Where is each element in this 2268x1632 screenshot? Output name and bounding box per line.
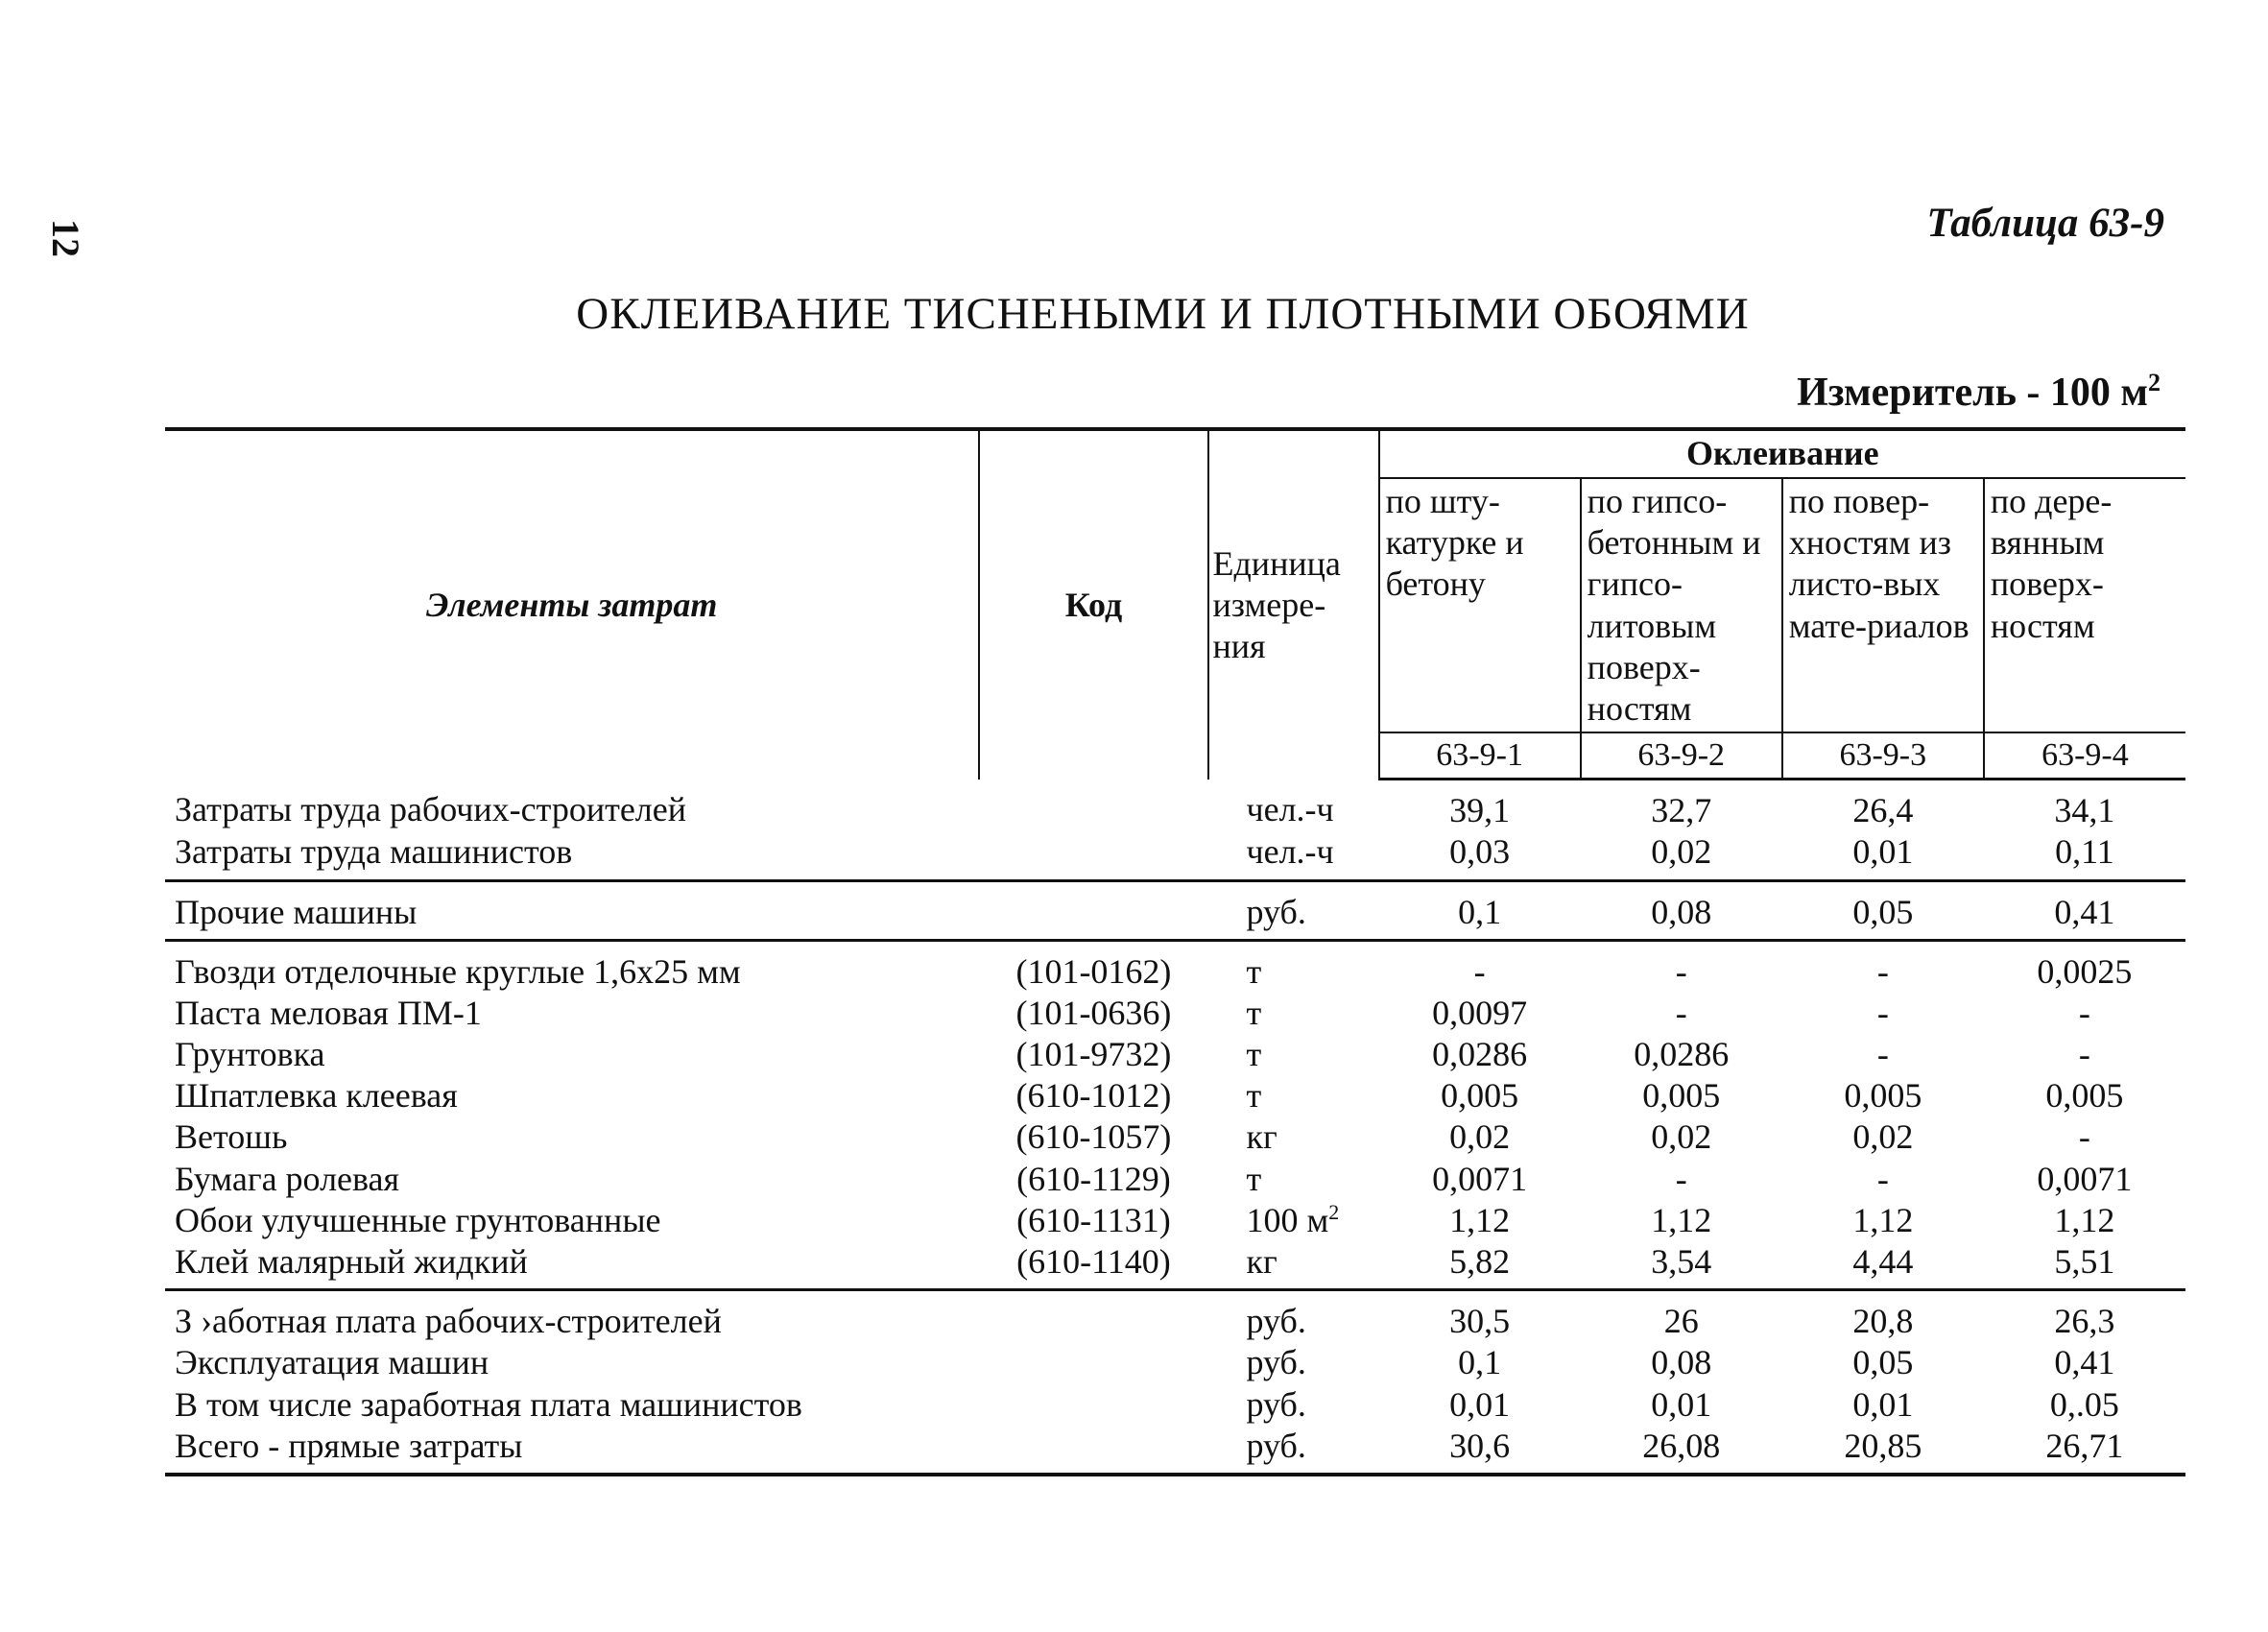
cell-unit — [1208, 1290, 1379, 1343]
cell-cost-element: Всего - прямые затраты — [175, 1426, 523, 1465]
cell-unit — [1208, 1159, 1379, 1200]
header-column-code-4: 63-9-4 — [1984, 732, 2185, 780]
cell-value-1: 0,03 — [1449, 832, 1511, 872]
cell-value-3: 26,4 — [1852, 791, 1914, 830]
cell-value-1: 0,1 — [1458, 1343, 1502, 1382]
page-title: ОКЛЕИВАНИЕ ТИСНЕНЫМИ И ПЛОТНЫМИ ОБОЯМИ — [576, 289, 1750, 339]
cell-unit — [1208, 1116, 1379, 1158]
table-row — [165, 880, 2185, 940]
measure-label: Измеритель - 100 м — [1797, 371, 2148, 415]
cell-cost-element: Затраты труда машинистов — [175, 832, 573, 872]
cell-unit-superscript: 2 — [1328, 1199, 1340, 1224]
cell-cost-element: Грунтовка — [175, 1035, 325, 1074]
cell-value-1: 0,0097 — [1432, 993, 1528, 1032]
cell-value-3: 0,05 — [1782, 880, 1984, 940]
cell-unit-text: руб. — [1246, 892, 1306, 931]
cell-unit — [1208, 1034, 1379, 1075]
cell-value-3: - — [1782, 940, 1984, 993]
table-row — [165, 1159, 2185, 1200]
cell-value-1: 5,82 — [1449, 1242, 1511, 1281]
header-column-code-1: 63-9-1 — [1379, 732, 1581, 780]
cell-value-2: 0,08 — [1651, 1343, 1712, 1382]
table-row — [165, 1075, 2185, 1116]
table-row — [165, 1342, 2185, 1383]
cell-value-3: - — [1876, 1035, 1889, 1074]
table-row — [165, 831, 2185, 880]
cell-value-4: 0,0025 — [1984, 940, 2185, 993]
cell-value-1: 39,1 — [1449, 791, 1511, 830]
cell-unit — [1208, 880, 1379, 940]
cell-code: (610-1057) — [1015, 1117, 1172, 1157]
cell-code: (610-1129) — [1016, 1159, 1171, 1198]
cell-value-3: - — [1876, 993, 1889, 1032]
cell-unit — [1208, 993, 1379, 1034]
cell-value-4: 26,71 — [2045, 1426, 2124, 1465]
cell-unit-text: руб. — [1246, 1302, 1306, 1341]
header-group-gluing: Оклеивание — [1379, 429, 2185, 478]
cell-value-3: 0,005 — [1844, 1076, 1922, 1116]
cell-value-4: 0,0071 — [2037, 1159, 2133, 1198]
cell-code — [979, 1384, 1207, 1426]
cell-value-1: 0,0286 — [1432, 1035, 1528, 1074]
cell-unit-text: т — [1246, 951, 1262, 991]
measure-unit — [1797, 369, 2161, 416]
cell-value-1: 30,5 — [1379, 1290, 1581, 1343]
table-row — [165, 1426, 2185, 1475]
cell-code — [979, 1342, 1207, 1383]
cell-code — [979, 1426, 1207, 1475]
cell-value-1: 30,6 — [1449, 1426, 1511, 1465]
cell-value-2: 32,7 — [1651, 791, 1712, 830]
cell-code: (101-9732) — [1015, 1035, 1172, 1074]
cell-value-2: 0,02 — [1651, 1117, 1712, 1157]
table-row — [165, 1290, 2185, 1343]
cell-unit-text: т — [1246, 1159, 1262, 1198]
cell-cost-element: Эксплуатация машин — [175, 1343, 489, 1382]
cell-unit-text: т — [1246, 1076, 1262, 1116]
cell-value-4: 26,3 — [1984, 1290, 2185, 1343]
cost-table-container — [165, 427, 2185, 1476]
cell-value-1: - — [1379, 940, 1581, 993]
cell-value-4: 0,.05 — [2049, 1384, 2119, 1424]
cell-code — [979, 780, 1207, 832]
cell-value-4: 0,11 — [2055, 832, 2114, 872]
cell-value-4: - — [2078, 1035, 2090, 1074]
cell-value-4: 34,1 — [2054, 791, 2115, 830]
cell-value-1: 0,005 — [1441, 1076, 1519, 1116]
cell-value-2: - — [1581, 940, 1782, 993]
cell-value-3: 4,44 — [1852, 1242, 1914, 1281]
cell-cost-element: Бумага ролевая — [175, 1159, 400, 1198]
cell-unit — [1208, 780, 1379, 832]
cell-unit-text: чел.-ч — [1246, 832, 1334, 872]
header-column-3: по повер-хностям из листо-вых мате-риалов — [1782, 478, 1984, 732]
cell-value-4: 0,005 — [2045, 1076, 2124, 1116]
table-row — [165, 780, 2185, 832]
cell-value-3: 0,05 — [1852, 1343, 1914, 1382]
header-code: Код — [979, 429, 1207, 780]
header-column-1: по шту-катурке и бетону — [1379, 478, 1581, 732]
cell-value-2: - — [1675, 1159, 1687, 1198]
cell-cost-element: Затраты труда рабочих-строителей — [175, 790, 687, 829]
cell-value-2: 0,08 — [1581, 880, 1782, 940]
cell-code — [979, 831, 1207, 880]
cell-value-3: 0,02 — [1852, 1117, 1914, 1157]
cell-code: (101-0162) — [979, 940, 1207, 993]
cell-value-2: 0,01 — [1651, 1384, 1712, 1424]
cell-cost-element: Паста меловая ПМ-1 — [175, 993, 482, 1032]
cell-unit-text: 100 м — [1246, 1200, 1329, 1239]
cell-cost-element: Прочие машины — [165, 880, 979, 940]
cell-value-4: 0,41 — [1984, 880, 2185, 940]
cell-value-3: 1,12 — [1852, 1200, 1914, 1239]
cell-unit-text: руб. — [1246, 1384, 1306, 1424]
cell-cost-element: Клей малярный жидкий — [175, 1242, 528, 1281]
table-row — [165, 1241, 2185, 1290]
cell-unit-text: руб. — [1246, 1343, 1306, 1382]
cell-value-1: 0,02 — [1449, 1117, 1511, 1157]
cell-unit — [1208, 1241, 1379, 1290]
cell-value-2: 26 — [1581, 1290, 1782, 1343]
table-row — [165, 1116, 2185, 1158]
measure-superscript: 2 — [2148, 369, 2161, 396]
cell-cost-element: Гвозди отделочные круглые 1,6х25 мм — [165, 940, 979, 993]
table-row — [165, 993, 2185, 1034]
cell-value-3: 20,85 — [1844, 1426, 1922, 1465]
table-row — [165, 1200, 2185, 1241]
cell-value-4: 5,51 — [2054, 1242, 2115, 1281]
cell-unit-text: руб. — [1246, 1426, 1306, 1465]
header-cost-elements: Элементы затрат — [165, 429, 979, 780]
table-header — [165, 429, 2185, 780]
table-row — [165, 940, 2185, 993]
table-row — [165, 1034, 2185, 1075]
cell-code — [979, 1290, 1207, 1343]
cell-code: (610-1131) — [1016, 1200, 1171, 1239]
cell-value-4: - — [2078, 993, 2090, 1032]
cell-cost-element: З ›аботная плата рабочих-строителей — [165, 1290, 979, 1343]
cell-unit — [1208, 1342, 1379, 1383]
cell-cost-element: В том числе заработная плата машинистов — [175, 1384, 802, 1424]
cell-cost-element: Ветошь — [175, 1117, 288, 1157]
header-column-2: по гипсо-бетонным и гипсо-литовым поверх-ностям — [1581, 478, 1782, 732]
cell-value-3: 20,8 — [1782, 1290, 1984, 1343]
cell-value-4: - — [2078, 1117, 2090, 1157]
cell-code: (101-0636) — [1015, 993, 1172, 1032]
page-number: 12 — [44, 219, 87, 257]
cell-code: (610-1012) — [1015, 1076, 1172, 1116]
cell-unit-text: кг — [1246, 1242, 1277, 1281]
cell-value-4: 0,41 — [2054, 1343, 2115, 1382]
cell-unit — [1208, 940, 1379, 993]
cell-value-2: 1,12 — [1651, 1200, 1712, 1239]
cell-unit — [1208, 831, 1379, 880]
cell-cost-element: Шпатлевка клеевая — [175, 1076, 458, 1116]
cell-value-2: 0,0286 — [1634, 1035, 1730, 1074]
cell-unit-text: чел.-ч — [1246, 790, 1334, 829]
cell-value-3: - — [1876, 1159, 1889, 1198]
cell-value-1: 0,0071 — [1432, 1159, 1528, 1198]
cell-cost-element: Обои улучшенные грунтованные — [175, 1200, 661, 1239]
cell-value-2: 26,08 — [1642, 1426, 1721, 1465]
cell-unit — [1208, 1384, 1379, 1426]
table-label: Таблица 63-9 — [1926, 201, 2164, 246]
header-unit: Единица измере-ния — [1208, 429, 1379, 780]
cell-value-2: - — [1675, 993, 1687, 1032]
cell-value-3: 0,01 — [1852, 832, 1914, 872]
cell-value-3: 0,01 — [1852, 1384, 1914, 1424]
cell-value-2: 0,02 — [1651, 832, 1712, 872]
cell-value-2: 3,54 — [1651, 1242, 1712, 1281]
header-column-code-2: 63-9-2 — [1581, 732, 1782, 780]
cell-value-1: 1,12 — [1449, 1200, 1511, 1239]
cell-unit-text: т — [1246, 993, 1262, 1032]
cell-code — [979, 880, 1207, 940]
cell-unit — [1208, 1075, 1379, 1116]
cell-value-4: 1,12 — [2054, 1200, 2115, 1239]
cell-unit-text: т — [1246, 1035, 1262, 1074]
cell-value-1: 0,1 — [1379, 880, 1581, 940]
cell-code: (610-1140) — [1016, 1242, 1171, 1281]
header-column-code-3: 63-9-3 — [1782, 732, 1984, 780]
cost-table — [165, 427, 2185, 1476]
cell-value-1: 0,01 — [1449, 1384, 1511, 1424]
table-row — [165, 1384, 2185, 1426]
cell-unit — [1208, 1200, 1379, 1241]
table-body — [165, 780, 2185, 1475]
header-column-4: по дере-вянным поверх-ностям — [1990, 482, 2113, 645]
cell-unit-text: кг — [1246, 1117, 1277, 1157]
cell-value-2: 0,005 — [1642, 1076, 1721, 1116]
cell-unit — [1208, 1426, 1379, 1475]
